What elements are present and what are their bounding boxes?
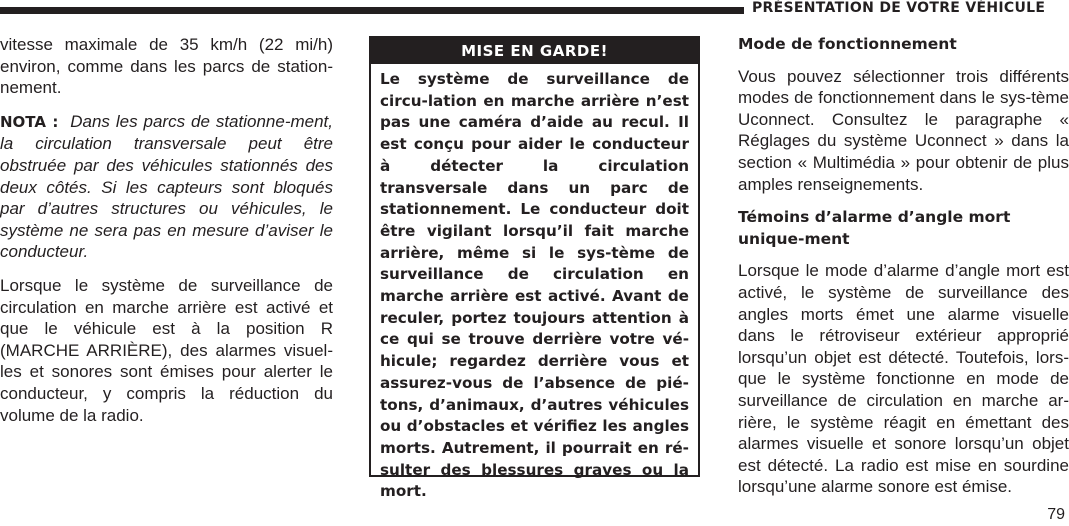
page-number: 79 <box>1047 506 1065 523</box>
body-paragraph: Vous pouvez sélectionner trois différents modes de fonctionnement dans le sys-tème Uconnect. Consultez le paragraphe « Réglages du système Uconnect » dans la section « Multimédia » pour obtenir de plus amples renseignements. <box>738 66 1069 194</box>
header-rule <box>0 7 744 14</box>
section-heading: Mode de fonctionnement <box>738 35 957 53</box>
body-paragraph: vitesse maximale de 35 km/h (22 mi/h) environ, comme dans les parcs de station-nement. <box>0 35 333 98</box>
warning-text: Le système de surveillance de circu-lation en marche arrière n’est pas une caméra d’aide au recul. Il est conçu pour aider le conducteur à détecter la circulation transversale dans un parc de stationnement. Le conducteur doit être vigilant lorsqu’il fait marche arrière, même si le sys-tème de surveillance de circulation en marche arrière est activé. Avant de reculer, portez toujours attention à ce qui se trouve derrière votre vé-hicule; regardez derrière vous et assurez-vous de l’absence de pié-tons, d’animaux, d’autres véhicules ou d’obstacles et vérifiez les angles morts. Autrement, il pourrait en ré-sulter des blessures graves ou la mort. <box>380 70 689 501</box>
nota-label: NOTA : <box>0 112 59 131</box>
nota-text: Dans les parcs de stationne-ment, la circulation transversale peut être obstruée par des véhicules stationnés des deux côtés. Si les capteurs sont bloqués par d’autres structures ou véhicules, le système ne sera pas en mesure d’aviser le conducteur. <box>0 111 333 262</box>
body-paragraph: Lorsque le mode d’alarme d’angle mort est activé, le système de surveillance des angles morts émet une alarme visuelle dans le rétroviseur extérieur approprié lorsqu’un objet est détecté. Toutefois, lors-que le système fonctionne en mode de surveillance de circulation en marche ar-rière, le système réagit en émettant des alarmes visuelle et sonore lorsqu’un objet est détecté. La radio est mise en sourdine lorsqu’une alarme sonore est émise. <box>738 261 1069 497</box>
left-column <box>0 34 333 438</box>
right-column <box>738 34 1069 510</box>
section-heading: Témoins d’alarme d’angle mort unique-ment <box>738 208 1011 248</box>
nota-paragraph <box>0 111 333 263</box>
warning-title: MISE EN GARDE! <box>371 38 698 64</box>
section-title: PRÉSENTATION DE VOTRE VÉHICULE <box>752 0 1046 16</box>
warning-box <box>369 36 700 501</box>
body-paragraph: Lorsque le système de surveillance de circulation en marche arrière est activé et que le véhicule est à la position R (MARCHE ARRIÈRE), des alarmes visuel-les et sonores sont émises pour alerter le conducteur, y compris la réduction du volume de la radio. <box>0 275 333 425</box>
